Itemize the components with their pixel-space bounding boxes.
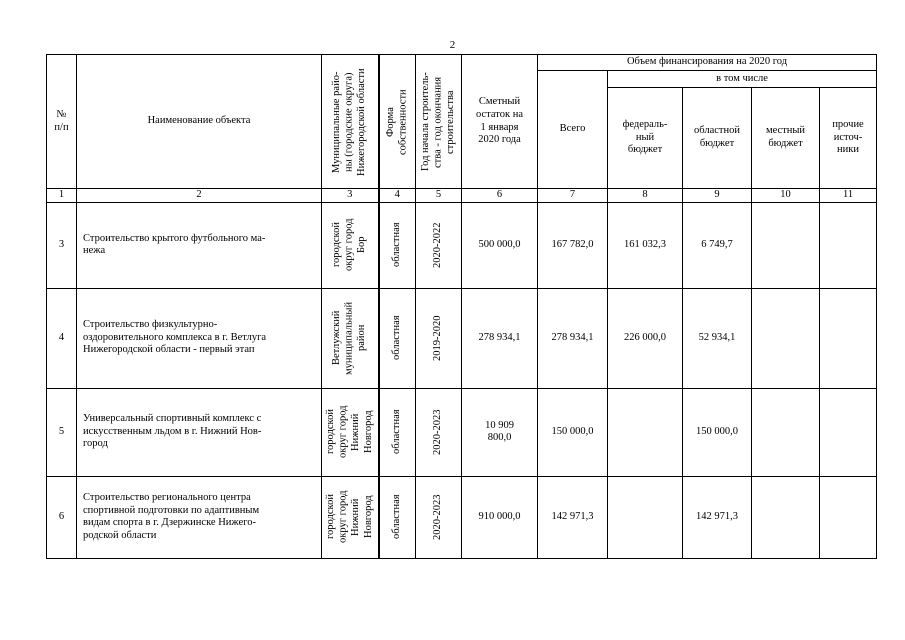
column-number: 6 <box>462 189 538 203</box>
regional-value: 52 934,1 <box>683 288 752 388</box>
other-value <box>820 388 877 476</box>
years-text: 2020-2023 <box>432 494 444 540</box>
municipality-cell <box>322 288 379 388</box>
local-value <box>752 476 820 558</box>
ownership-text: областная <box>390 409 402 455</box>
years-text: 2020-2022 <box>432 222 444 268</box>
federal-value <box>608 476 683 558</box>
row-num: 3 <box>47 202 77 288</box>
header-funding: Объем финансирования на 2020 год <box>538 55 877 71</box>
column-number: 9 <box>683 189 752 203</box>
municipality-text: городской округ город Нижний Новгород <box>324 405 374 459</box>
estimate-value: 500 000,0 <box>462 202 538 288</box>
other-value <box>820 476 877 558</box>
header-total: Всего <box>538 71 608 189</box>
ownership-cell <box>379 476 416 558</box>
ownership-text: областная <box>390 315 402 361</box>
object-name: Универсальный спортивный комплекс с искусственным льдом в г. Нижний Нов- город <box>77 388 322 476</box>
municipality-text: Ветлужский муниципальный район <box>330 301 368 375</box>
estimate-value: 10 909 800,0 <box>462 388 538 476</box>
years-text: 2020-2023 <box>432 409 444 455</box>
local-value <box>752 288 820 388</box>
years-cell <box>416 288 462 388</box>
total-value: 142 971,3 <box>538 476 608 558</box>
years-cell <box>416 388 462 476</box>
header-ownership <box>379 55 416 189</box>
header-estimate: Сметный остаток на 1 января 2020 года <box>462 55 538 189</box>
federal-value: 161 032,3 <box>608 202 683 288</box>
column-number: 1 <box>47 189 77 203</box>
total-value: 167 782,0 <box>538 202 608 288</box>
header-local: местный бюджет <box>752 88 820 189</box>
header-municipality-text: Муниципальные райо- ны (городские округа) Нижегородской области <box>330 67 368 176</box>
ownership-cell <box>379 388 416 476</box>
row-num: 6 <box>47 476 77 558</box>
header-name: Наименование объекта <box>77 55 322 189</box>
municipality-cell <box>322 388 379 476</box>
financing-table <box>46 54 877 559</box>
total-value: 150 000,0 <box>538 388 608 476</box>
table-row <box>47 476 877 558</box>
object-name: Строительство физкультурно- оздоровительного комплекса в г. Ветлуга Нижегородской области - первый этап <box>77 288 322 388</box>
ownership-text: областная <box>390 494 402 540</box>
federal-value <box>608 388 683 476</box>
local-value <box>752 202 820 288</box>
column-number: 7 <box>538 189 608 203</box>
object-name: Строительство регионального центра спортивной подготовки по адаптивным видам спорта в г. Дзержинске Нижего- родской области <box>77 476 322 558</box>
header-num: № п/п <box>47 55 77 189</box>
ownership-text: областная <box>390 222 402 268</box>
header-ownership-text: Форма собственности <box>384 88 409 155</box>
header-federal: федераль- ный бюджет <box>608 88 683 189</box>
total-value: 278 934,1 <box>538 288 608 388</box>
regional-value: 150 000,0 <box>683 388 752 476</box>
regional-value: 6 749,7 <box>683 202 752 288</box>
regional-value: 142 971,3 <box>683 476 752 558</box>
years-cell <box>416 476 462 558</box>
local-value <box>752 388 820 476</box>
header-years <box>416 55 462 189</box>
row-num: 5 <box>47 388 77 476</box>
table-row <box>47 388 877 476</box>
years-cell <box>416 202 462 288</box>
column-number: 5 <box>416 189 462 203</box>
column-number: 8 <box>608 189 683 203</box>
federal-value: 226 000,0 <box>608 288 683 388</box>
row-num: 4 <box>47 288 77 388</box>
ownership-cell <box>379 288 416 388</box>
header-years-text: Год начала строитель- ства - год окончания строительства <box>419 72 456 171</box>
column-number-row <box>47 189 877 203</box>
ownership-cell <box>379 202 416 288</box>
header-regional: областной бюджет <box>683 88 752 189</box>
other-value <box>820 288 877 388</box>
estimate-value: 278 934,1 <box>462 288 538 388</box>
municipality-text: городской округ город Нижний Новгород <box>324 490 374 544</box>
header-other: прочие источ- ники <box>820 88 877 189</box>
column-number: 2 <box>77 189 322 203</box>
header-municipality <box>322 55 379 189</box>
years-text: 2019-2020 <box>432 315 444 361</box>
column-number: 10 <box>752 189 820 203</box>
object-name: Строительство крытого футбольного ма- нежа <box>77 202 322 288</box>
other-value <box>820 202 877 288</box>
column-number: 4 <box>379 189 416 203</box>
table-row <box>47 288 877 388</box>
header-including: в том числе <box>608 71 877 88</box>
column-number: 11 <box>820 189 877 203</box>
estimate-value: 910 000,0 <box>462 476 538 558</box>
table-row <box>47 202 877 288</box>
municipality-text: городской округ город Бор <box>330 218 368 272</box>
column-number: 3 <box>322 189 379 203</box>
page-number: 2 <box>449 39 456 51</box>
municipality-cell <box>322 476 379 558</box>
municipality-cell <box>322 202 379 288</box>
